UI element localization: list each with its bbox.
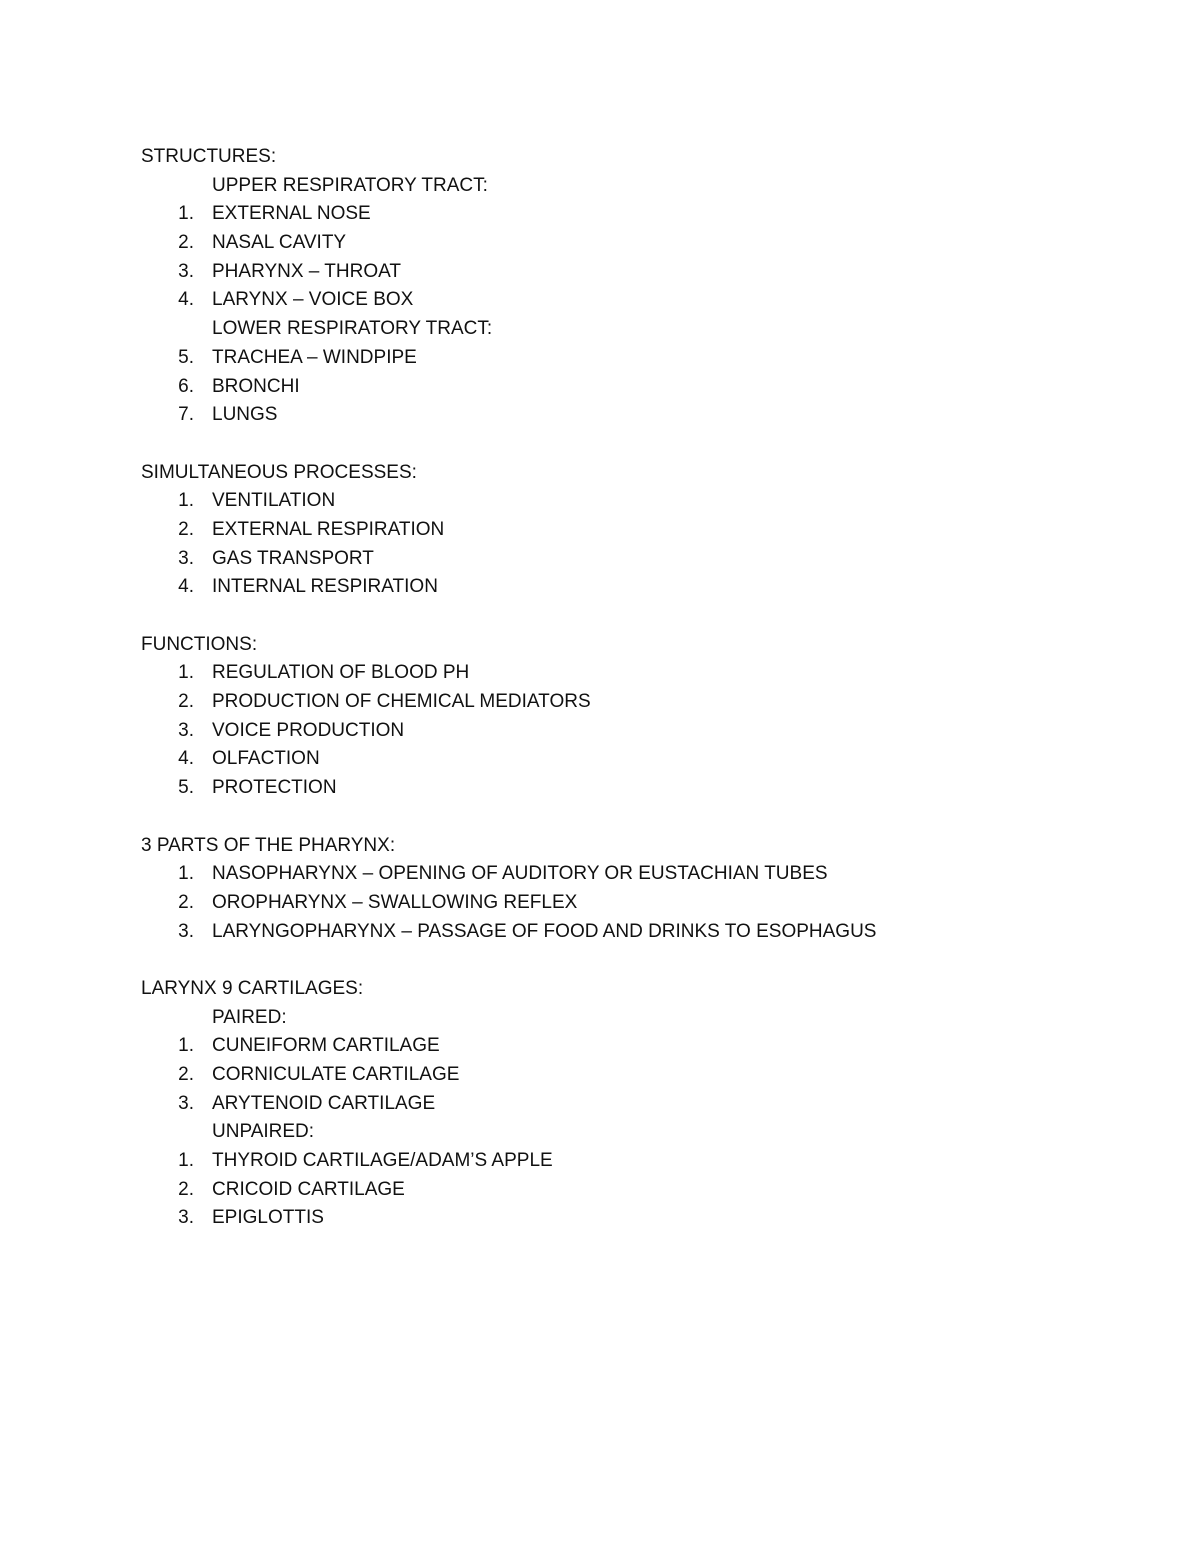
list-item (141, 1147, 1101, 1176)
list-item (141, 286, 1101, 315)
list-number: 3. (178, 920, 194, 942)
document-body (141, 143, 1101, 1233)
list-text: BRONCHI (212, 375, 300, 397)
list-number: 2. (178, 518, 194, 540)
subheading: UNPAIRED: (212, 1121, 315, 1143)
list-number: 5. (178, 346, 194, 368)
list-text: CUNEIFORM CARTILAGE (212, 1035, 440, 1057)
list-text: ARYTENOID CARTILAGE (212, 1092, 436, 1114)
list-text: LARYNX – VOICE BOX (212, 289, 414, 311)
list-text: EPIGLOTTIS (212, 1207, 324, 1229)
list-item (141, 745, 1101, 774)
list-number: 1. (178, 1035, 194, 1057)
list-number: 1. (178, 863, 194, 885)
section-heading: STRUCTURES: (141, 146, 277, 167)
list-number: 2. (178, 1178, 194, 1200)
section-heading: SIMULTANEOUS PROCESSES: (141, 461, 417, 483)
list-number: 1. (178, 490, 194, 512)
section-heading: 3 PARTS OF THE PHARYNX: (141, 834, 396, 856)
list-text: VOICE PRODUCTION (212, 719, 405, 741)
list-item (141, 659, 1101, 688)
list-item (141, 487, 1101, 516)
list-number: 4. (178, 289, 194, 311)
list-text: PROTECTION (212, 777, 337, 799)
blank-line (141, 803, 1101, 832)
list-item (141, 860, 1101, 889)
list-text: EXTERNAL RESPIRATION (212, 518, 445, 540)
list-text: CRICOID CARTILAGE (212, 1178, 405, 1200)
list-item (141, 889, 1101, 918)
list-text: NASOPHARYNX – OPENING OF AUDITORY OR EUSTACHIAN TUBES (212, 863, 828, 885)
list-text: PRODUCTION OF CHEMICAL MEDIATORS (212, 691, 591, 713)
list-number: 3. (178, 1092, 194, 1114)
list-number: 6. (178, 375, 194, 397)
list-number: 1. (178, 1150, 194, 1172)
list-number: 3. (178, 1207, 194, 1229)
list-number: 3. (178, 547, 194, 569)
blank-line (141, 946, 1101, 975)
list-number: 2. (178, 691, 194, 713)
list-item (141, 1176, 1101, 1205)
list-text: LUNGS (212, 404, 278, 426)
list-text: NASAL CAVITY (212, 232, 347, 254)
section-heading: FUNCTIONS: (141, 633, 258, 655)
list-item (141, 516, 1101, 545)
list-number: 1. (178, 203, 194, 225)
list-item (141, 1090, 1101, 1119)
list-number: 3. (178, 260, 194, 282)
list-number: 1. (178, 662, 194, 684)
list-number: 4. (178, 576, 194, 598)
list-number: 2. (178, 891, 194, 913)
list-text: GAS TRANSPORT (212, 547, 374, 569)
list-item (141, 717, 1101, 746)
subheading: PAIRED: (212, 1006, 287, 1028)
list-item (141, 401, 1101, 430)
list-number: 3. (178, 719, 194, 741)
list-text: OROPHARYNX – SWALLOWING REFLEX (212, 891, 578, 913)
list-text: THYROID CARTILAGE/ADAM’S APPLE (212, 1150, 553, 1172)
list-item (141, 229, 1101, 258)
list-item (141, 573, 1101, 602)
list-item (141, 1032, 1101, 1061)
list-text: VENTILATION (212, 490, 336, 512)
list-item (141, 373, 1101, 402)
list-text: INTERNAL RESPIRATION (212, 576, 438, 598)
list-item (141, 774, 1101, 803)
list-text: LARYNGOPHARYNX – PASSAGE OF FOOD AND DRINKS TO ESOPHAGUS (212, 920, 877, 942)
list-item (141, 1204, 1101, 1233)
list-text: REGULATION OF BLOOD PH (212, 662, 470, 684)
list-text: CORNICULATE CARTILAGE (212, 1064, 460, 1085)
blank-line (141, 430, 1101, 459)
list-item (141, 918, 1101, 947)
list-number: 2. (178, 1064, 194, 1085)
subheading: UPPER RESPIRATORY TRACT: (212, 174, 488, 196)
list-item (141, 688, 1101, 717)
list-item (141, 200, 1101, 229)
list-item (141, 1061, 1101, 1090)
list-number: 5. (178, 777, 194, 799)
list-text: TRACHEA – WINDPIPE (212, 346, 417, 368)
blank-line (141, 602, 1101, 631)
list-item (141, 545, 1101, 574)
list-text: EXTERNAL NOSE (212, 203, 371, 225)
list-number: 4. (178, 748, 194, 770)
list-text: PHARYNX – THROAT (212, 260, 401, 282)
section-heading: LARYNX 9 CARTILAGES: (141, 977, 364, 999)
list-text: OLFACTION (212, 748, 320, 770)
list-number: 7. (178, 404, 194, 426)
list-number: 2. (178, 232, 194, 254)
list-item (141, 344, 1101, 373)
subheading: LOWER RESPIRATORY TRACT: (212, 318, 493, 340)
list-item (141, 258, 1101, 287)
